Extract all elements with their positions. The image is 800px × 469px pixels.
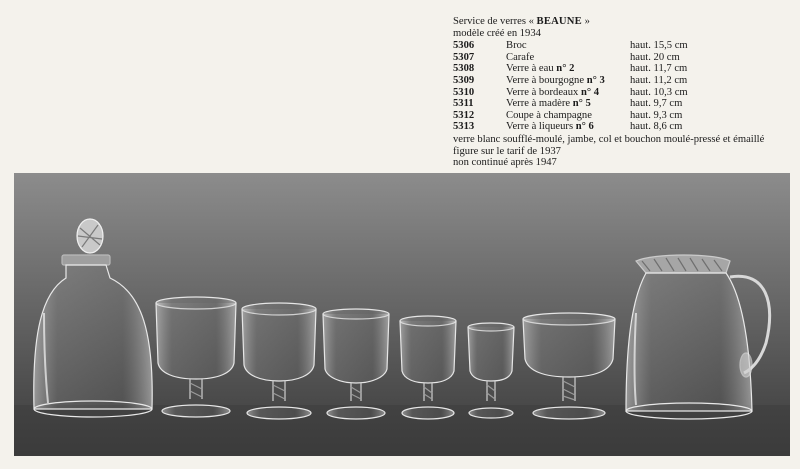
item-name: Verre à madère n° 5 (506, 98, 591, 110)
item-height: haut. 20 cm (630, 51, 680, 63)
item-ref: 5308 (453, 63, 475, 75)
tariff-note: figure sur le tarif de 1937 (453, 145, 561, 157)
item-name: Verre à bourgogne n° 3 (506, 74, 605, 86)
list-item (453, 87, 793, 99)
item-ref: 5311 (453, 98, 474, 110)
series-name: BEAUNE (536, 16, 582, 27)
item-name: Carafe (506, 51, 535, 63)
item-height: haut. 15,5 cm (630, 40, 688, 52)
item-height: haut. 9,3 cm (630, 109, 683, 121)
series-prefix: Service de verres « (453, 16, 534, 27)
list-item (453, 110, 793, 122)
item-list (453, 40, 793, 133)
item-ref: 5306 (453, 40, 475, 52)
series-suffix: » (584, 16, 590, 27)
item-height: haut. 8,6 cm (630, 121, 683, 133)
item-height: haut. 9,7 cm (630, 98, 683, 110)
item-name: Broc (506, 40, 527, 52)
material-description: verre blanc soufflé-moulé, jambe, col et bouchon moulé-pressé et émaillé (453, 133, 765, 145)
item-name: Verre à eau n° 2 (506, 63, 575, 75)
catalog-notes (453, 134, 793, 169)
list-item (453, 40, 793, 52)
glassware-photo (14, 173, 790, 456)
item-ref: 5312 (453, 109, 475, 121)
discontinued-note: non continué après 1947 (453, 157, 557, 169)
item-name: Verre à bordeaux n° 4 (506, 86, 600, 98)
list-item (453, 121, 793, 133)
catalog-entry (453, 16, 793, 169)
item-height: haut. 10,3 cm (630, 86, 688, 98)
list-item (453, 98, 793, 110)
creation-date: modèle créé en 1934 (453, 27, 541, 39)
list-item (453, 75, 793, 87)
item-ref: 5313 (453, 121, 475, 133)
item-name: Verre à liqueurs n° 6 (506, 121, 594, 133)
item-ref: 5309 (453, 74, 475, 86)
item-height: haut. 11,7 cm (630, 63, 688, 75)
item-height: haut. 11,2 cm (630, 74, 688, 86)
item-ref: 5310 (453, 86, 475, 98)
series-title (453, 16, 793, 28)
item-name: Coupe à champagne (506, 109, 592, 121)
item-ref: 5307 (453, 51, 475, 63)
list-item (453, 52, 793, 64)
list-item (453, 63, 793, 75)
